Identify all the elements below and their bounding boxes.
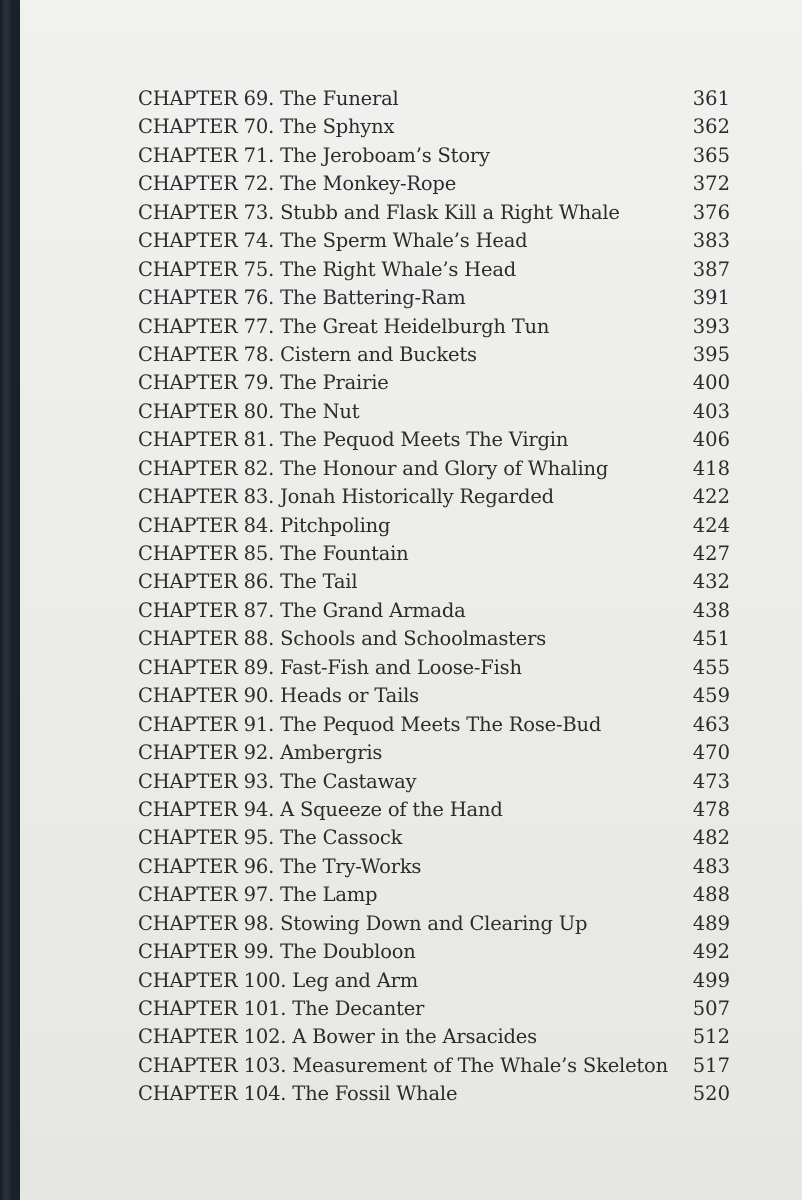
toc-entry — [138, 824, 730, 852]
page-number: 376 — [692, 200, 730, 224]
chapter-title: The Try-Works — [280, 854, 422, 878]
toc-entry — [138, 967, 730, 995]
toc-entry-heading — [138, 711, 601, 739]
chapter-title: Schools and Schoolmasters — [280, 627, 547, 651]
chapter-number: CHAPTER 89. — [138, 655, 275, 679]
chapter-title: The Cassock — [280, 826, 403, 850]
chapter-title: Leg and Arm — [292, 968, 419, 992]
toc-entry-heading — [138, 796, 503, 824]
chapter-title: The Jeroboam’s Story — [280, 143, 490, 167]
toc-entry — [138, 113, 730, 141]
chapter-title: The Pequod Meets The Rose-Bud — [280, 712, 602, 736]
page-number: 393 — [692, 314, 730, 338]
page-number: 400 — [692, 371, 730, 395]
toc-entry — [138, 313, 730, 341]
page-number: 489 — [692, 911, 730, 935]
toc-entry — [138, 654, 730, 682]
chapter-title: The Fossil Whale — [292, 1082, 458, 1106]
toc-entry — [138, 625, 730, 653]
page-number: 438 — [692, 598, 730, 622]
chapter-number: CHAPTER 81. — [138, 428, 275, 452]
page-number: 406 — [692, 428, 730, 452]
toc-entry-heading — [138, 995, 424, 1023]
page-number: 520 — [692, 1082, 730, 1106]
page-number: 432 — [692, 570, 730, 594]
chapter-title: Cistern and Buckets — [280, 342, 477, 366]
chapter-number: CHAPTER 95. — [138, 826, 275, 850]
chapter-number: CHAPTER 84. — [138, 513, 275, 537]
toc-entry — [138, 938, 730, 966]
chapter-number: CHAPTER 88. — [138, 627, 275, 651]
page-number: 387 — [692, 257, 730, 281]
chapter-title: The Tail — [280, 570, 358, 594]
toc-entry-heading — [138, 1080, 457, 1108]
chapter-title: The Pequod Meets The Virgin — [280, 428, 569, 452]
page-number: 391 — [692, 286, 730, 310]
chapter-title: The Great Heidelburgh Tun — [280, 314, 550, 338]
page-number: 512 — [692, 1025, 730, 1049]
toc-entry — [138, 711, 730, 739]
toc-entry-heading — [138, 341, 477, 369]
page-number: 424 — [692, 513, 730, 537]
toc-entry-heading — [138, 1052, 668, 1080]
chapter-title: Jonah Historically Regarded — [280, 485, 554, 509]
chapter-title: The Honour and Glory of Whaling — [280, 456, 609, 480]
page-number: 403 — [692, 399, 730, 423]
toc-entry-heading — [138, 483, 554, 511]
page-number: 418 — [692, 456, 730, 480]
chapter-number: CHAPTER 86. — [138, 570, 275, 594]
chapter-title: Stowing Down and Clearing Up — [280, 911, 588, 935]
toc-entry — [138, 341, 730, 369]
chapter-title: The Battering-Ram — [280, 286, 466, 310]
page-number: 427 — [692, 542, 730, 565]
page-number: 488 — [692, 883, 730, 907]
toc-entry — [138, 682, 730, 710]
chapter-title: The Funeral — [280, 87, 399, 110]
chapter-title: A Bower in the Arsacides — [292, 1025, 537, 1049]
toc-entry-heading — [138, 398, 359, 426]
toc-entry-heading — [138, 654, 522, 682]
chapter-number: CHAPTER 92. — [138, 741, 275, 765]
toc-entry — [138, 568, 730, 596]
toc-entry — [138, 256, 730, 284]
toc-entry — [138, 540, 730, 568]
chapter-title: Fast-Fish and Loose-Fish — [280, 655, 522, 679]
chapter-title: The Doubloon — [280, 940, 416, 964]
chapter-title: The Right Whale’s Head — [280, 257, 517, 281]
page-number: 507 — [692, 997, 730, 1020]
page-number: 499 — [692, 968, 730, 992]
toc-entry — [138, 1080, 730, 1108]
chapter-title: Heads or Tails — [280, 684, 419, 708]
toc-entry-heading — [138, 682, 419, 710]
toc-entry-heading — [138, 853, 421, 881]
chapter-title: Stubb and Flask Kill a Right Whale — [280, 200, 620, 224]
toc-entry — [138, 483, 730, 511]
chapter-number: CHAPTER 102. — [138, 1025, 287, 1049]
toc-entry-heading — [138, 170, 456, 198]
chapter-number: CHAPTER 85. — [138, 542, 275, 565]
toc-entry-heading — [138, 938, 416, 966]
page-number: 478 — [692, 797, 730, 821]
page-number: 470 — [692, 741, 730, 765]
chapter-title: The Decanter — [292, 997, 425, 1020]
page-number: 483 — [692, 854, 730, 878]
chapter-number: CHAPTER 77. — [138, 314, 275, 338]
chapter-number: CHAPTER 72. — [138, 172, 275, 196]
toc-entry — [138, 227, 730, 255]
chapter-number: CHAPTER 98. — [138, 911, 275, 935]
toc-entry-heading — [138, 284, 466, 312]
toc-entry-heading — [138, 113, 394, 141]
page-number: 365 — [692, 143, 730, 167]
chapter-title: Measurement of The Whale’s Skeleton — [292, 1053, 668, 1077]
page-number: 372 — [692, 172, 730, 196]
chapter-number: CHAPTER 82. — [138, 456, 275, 480]
toc-entry-heading — [138, 142, 490, 170]
chapter-title: The Prairie — [280, 371, 389, 395]
chapter-number: CHAPTER 90. — [138, 684, 275, 708]
chapter-title: The Sperm Whale’s Head — [280, 229, 528, 253]
toc-entry-heading — [138, 768, 416, 796]
chapter-number: CHAPTER 103. — [138, 1053, 287, 1077]
page-number: 362 — [692, 115, 730, 139]
toc-entry-heading — [138, 540, 409, 568]
toc-entry-heading — [138, 1023, 537, 1051]
chapter-number: CHAPTER 83. — [138, 485, 275, 509]
chapter-title: Ambergris — [280, 741, 383, 765]
toc-entry — [138, 1052, 730, 1080]
toc-entry-heading — [138, 455, 608, 483]
chapter-title: The Lamp — [280, 883, 378, 907]
chapter-number: CHAPTER 94. — [138, 797, 275, 821]
toc-entry — [138, 369, 730, 397]
chapter-number: CHAPTER 75. — [138, 257, 275, 281]
chapter-number: CHAPTER 101. — [138, 997, 287, 1020]
toc-entry — [138, 284, 730, 312]
chapter-number: CHAPTER 70. — [138, 115, 275, 139]
toc-entry — [138, 853, 730, 881]
toc-entry — [138, 142, 730, 170]
page-number: 459 — [692, 684, 730, 708]
page-number: 451 — [692, 627, 730, 651]
page-number: 473 — [692, 769, 730, 793]
chapter-number: CHAPTER 100. — [138, 968, 287, 992]
page-number: 422 — [692, 485, 730, 509]
toc-entry-heading — [138, 227, 527, 255]
chapter-title: The Grand Armada — [280, 598, 466, 622]
book-page — [20, 0, 802, 1200]
toc-entry — [138, 881, 730, 909]
toc-entry-heading — [138, 85, 399, 113]
toc-entry — [138, 199, 730, 227]
chapter-title: The Fountain — [280, 542, 409, 565]
chapter-number: CHAPTER 74. — [138, 229, 275, 253]
page-number: 361 — [692, 87, 730, 110]
chapter-number: CHAPTER 93. — [138, 769, 275, 793]
chapter-number: CHAPTER 80. — [138, 399, 275, 423]
toc-entry — [138, 170, 730, 198]
toc-entry — [138, 85, 730, 113]
toc-entry — [138, 512, 730, 540]
toc-entry — [138, 1023, 730, 1051]
toc-entry-heading — [138, 568, 357, 596]
chapter-number: CHAPTER 99. — [138, 940, 275, 964]
chapter-number: CHAPTER 73. — [138, 200, 275, 224]
toc-entry — [138, 455, 730, 483]
page-number: 463 — [692, 712, 730, 736]
toc-entry — [138, 995, 730, 1023]
chapter-title: A Squeeze of the Hand — [280, 797, 503, 821]
toc-entry-heading — [138, 313, 549, 341]
chapter-title: The Castaway — [280, 769, 417, 793]
toc-entry — [138, 739, 730, 767]
toc-entry-heading — [138, 426, 568, 454]
toc-entry-heading — [138, 739, 382, 767]
chapter-number: CHAPTER 91. — [138, 712, 275, 736]
toc-entry-heading — [138, 199, 620, 227]
chapter-number: CHAPTER 79. — [138, 371, 275, 395]
toc-entry-heading — [138, 512, 390, 540]
toc-entry — [138, 768, 730, 796]
page-number: 395 — [692, 342, 730, 366]
chapter-title: The Nut — [280, 399, 360, 423]
toc-entry-heading — [138, 881, 377, 909]
toc-entry — [138, 426, 730, 454]
toc-entry-heading — [138, 824, 402, 852]
table-of-contents — [138, 85, 730, 1109]
page-number: 383 — [692, 229, 730, 253]
chapter-number: CHAPTER 71. — [138, 143, 275, 167]
toc-entry-heading — [138, 597, 466, 625]
toc-entry — [138, 398, 730, 426]
chapter-number: CHAPTER 76. — [138, 286, 275, 310]
toc-entry-heading — [138, 256, 516, 284]
chapter-number: CHAPTER 87. — [138, 598, 275, 622]
chapter-number: CHAPTER 69. — [138, 87, 275, 110]
toc-entry-heading — [138, 910, 587, 938]
chapter-number: CHAPTER 104. — [138, 1082, 287, 1106]
chapter-number: CHAPTER 96. — [138, 854, 275, 878]
chapter-title: Pitchpoling — [280, 513, 391, 537]
chapter-number: CHAPTER 97. — [138, 883, 275, 907]
page-number: 455 — [692, 655, 730, 679]
toc-entry-heading — [138, 369, 389, 397]
toc-entry — [138, 796, 730, 824]
toc-entry-heading — [138, 967, 418, 995]
page-number: 517 — [692, 1053, 730, 1077]
chapter-title: The Monkey-Rope — [280, 172, 457, 196]
page-number: 482 — [692, 826, 730, 850]
chapter-title: The Sphynx — [280, 115, 395, 139]
toc-entry — [138, 910, 730, 938]
page-number: 492 — [692, 940, 730, 964]
toc-entry — [138, 597, 730, 625]
toc-entry-heading — [138, 625, 546, 653]
chapter-number: CHAPTER 78. — [138, 342, 275, 366]
